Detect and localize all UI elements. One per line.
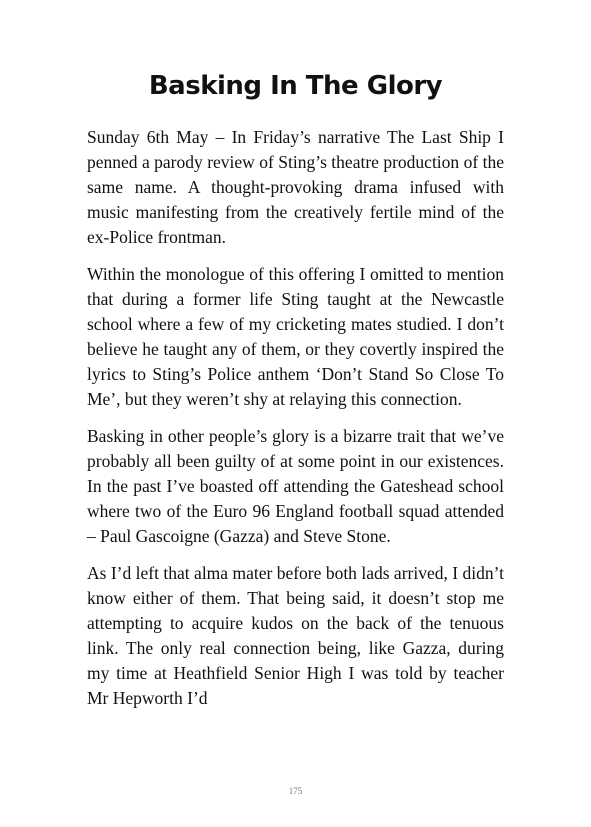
paragraph-4: As I’d left that alma mater before both lads arrived, I didn’t know either of them. That being said, it doesn’t stop me attempting to acquire kudos on the back of the tenuous link. The only real connection being, like Gazza, during my time at Heathfield Senior High I was told by teacher Mr Hepworth I’d	[87, 563, 504, 708]
page-title: Basking In The Glory	[148, 71, 443, 101]
body-text	[87, 125, 504, 723]
paragraph-2: Within the monologue of this offering I omitted to mention that during a former life Sting taught at the Newcastle school where a few of my cricketing mates studied. I don’t believe he taught any of them, or they covertly inspired the lyrics to Sting’s Police anthem ‘Don’t Stand So Close To Me’, but they weren’t shy at relaying this connection.	[87, 264, 504, 409]
paragraph-1: Sunday 6th May – In Friday’s narrative The Last Ship I penned a parody review of Sting’s theatre production of the same name. A thought-provoking drama infused with music manifesting from the creatively fertile mind of the ex-Police frontman.	[87, 127, 504, 247]
page-number: 175	[288, 786, 303, 796]
paragraph-3: Basking in other people’s glory is a bizarre trait that we’ve probably all been guilty of at some point in our existences. In the past I’ve boasted off attending the Gateshead school where two of the Euro 96 England football squad attended – Paul Gascoigne (Gazza) and Steve Stone.	[87, 426, 504, 546]
